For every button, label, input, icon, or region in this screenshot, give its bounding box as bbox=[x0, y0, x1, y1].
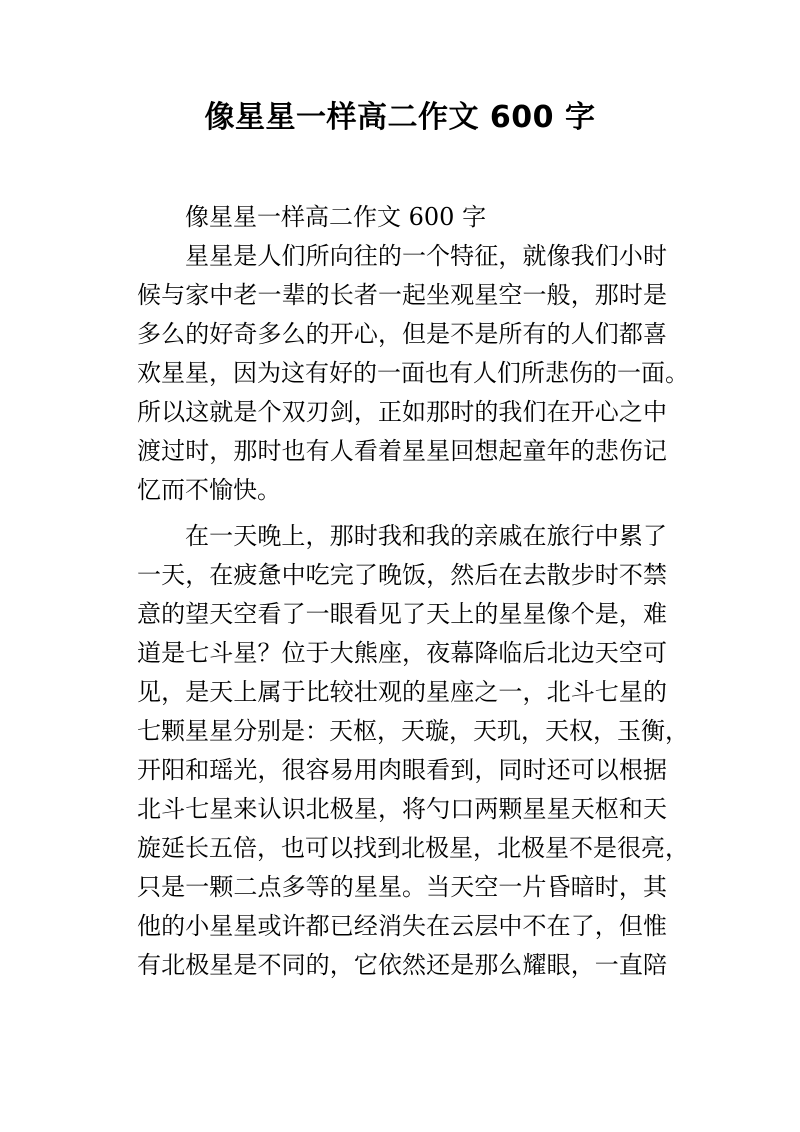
body-line: 星星是人们所向往的一个特征，就像我们小时 bbox=[185, 242, 667, 270]
document-title: 像星星一样高二作文 600 字 bbox=[204, 100, 596, 135]
body-line: 忆而不愉快。 bbox=[137, 476, 281, 504]
body-line: 北斗七星来认识北极星，将勺口两颗星星天枢和天 bbox=[137, 795, 667, 823]
body-line: 候与家中老一辈的长者一起坐观星空一般，那时是 bbox=[137, 281, 667, 309]
body-line: 道是七斗星？位于大熊座，夜幕降临后北边天空可 bbox=[137, 639, 667, 667]
body-line: 意的望天空看了一眼看见了天上的星星像个是，难 bbox=[137, 600, 667, 628]
body-line: 见，是天上属于比较壮观的星座之一，北斗七星的 bbox=[137, 678, 667, 706]
body-line: 只是一颗二点多等的星星。当天空一片昏暗时，其 bbox=[137, 873, 667, 901]
body-line: 欢星星，因为这有好的一面也有人们所悲伤的一面。 bbox=[137, 359, 689, 387]
paragraph-gap bbox=[137, 510, 667, 517]
body-line: 开阳和瑶光，很容易用肉眼看到，同时还可以根据 bbox=[137, 756, 667, 784]
body-line: 所以这就是个双刃剑，正如那时的我们在开心之中 bbox=[137, 398, 667, 426]
body-line: 他的小星星或许都已经消失在云层中不在了，但惟 bbox=[137, 912, 667, 940]
body-line: 像星星一样高二作文 600 字 bbox=[185, 203, 487, 231]
body-line: 七颗星星分别是：天枢，天璇，天玑，天权，玉衡， bbox=[137, 717, 689, 745]
body-line: 一天，在疲惫中吃完了晚饭，然后在去散步时不禁 bbox=[137, 561, 667, 589]
document-body bbox=[137, 198, 689, 985]
body-line: 旋延长五倍，也可以找到北极星，北极星不是很亮， bbox=[137, 834, 689, 862]
body-line: 在一天晚上，那时我和我的亲戚在旅行中累了 bbox=[185, 522, 667, 550]
body-line: 渡过时，那时也有人看着星星回想起童年的悲伤记 bbox=[137, 437, 667, 465]
body-line: 多么的好奇多么的开心，但是不是所有的人们都喜 bbox=[137, 320, 667, 348]
body-line: 有北极星是不同的，它依然还是那么耀眼，一直陪 bbox=[137, 951, 667, 979]
